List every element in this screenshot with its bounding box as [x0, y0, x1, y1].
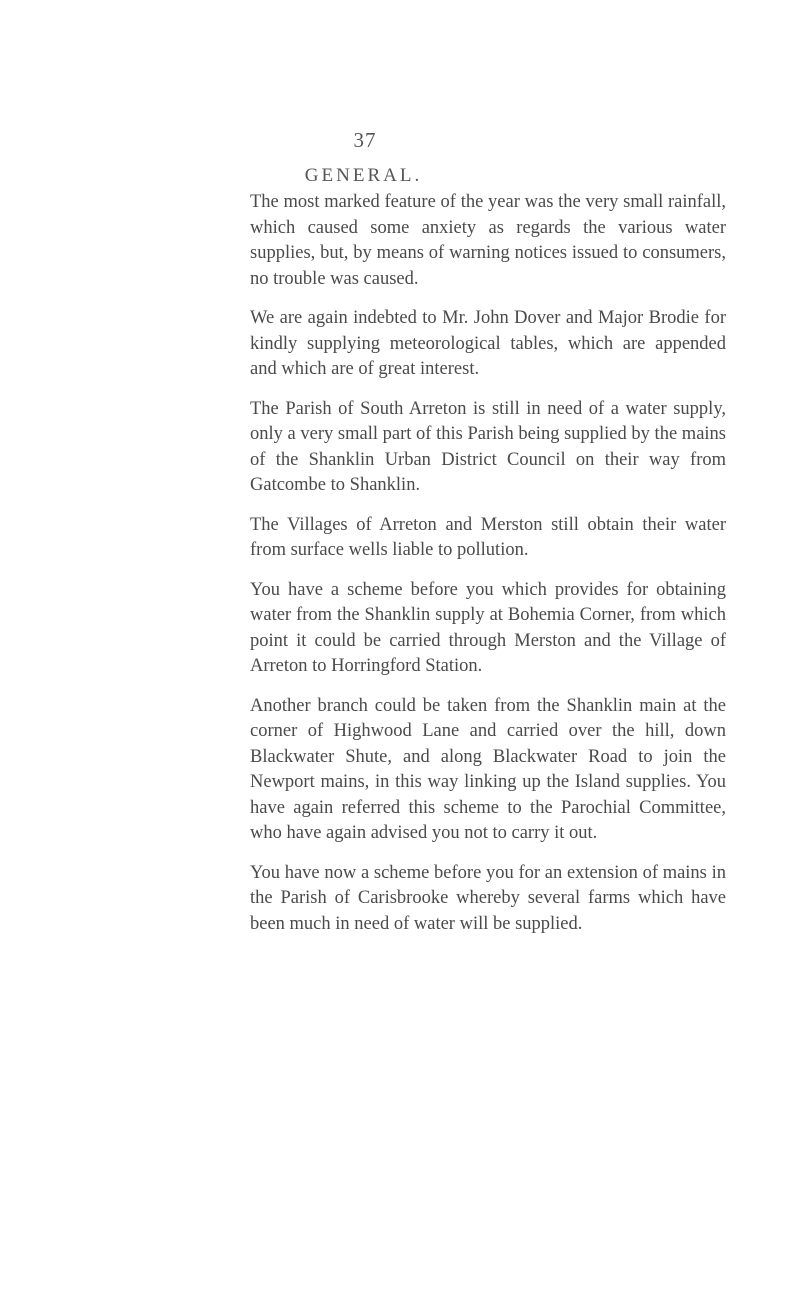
body-text: [250, 190, 726, 951]
paragraph-villages-wells: The Villages of Arreton and Merston still obtain their water from surface wells liable to pollution.: [250, 514, 726, 560]
paragraph-south-arreton: The Parish of South Arreton is still in need of a water supply, only a very small part of this Parish being supplied by the mains of the Shanklin Urban District Council on their way from Gatcombe to Shanklin.: [250, 398, 726, 495]
paragraph-bohemia-scheme: You have a scheme before you which provides for obtaining water from the Shanklin supply at Bohemia Corner, from which point it could be carried through Merston and the Village of Arreton to Horringford Station.: [250, 579, 726, 676]
section-heading: GENERAL.: [304, 165, 423, 186]
paragraph-meteorological-tables: We are again indebted to Mr. John Dover and Major Brodie for kindly supplying meteorological tables, which are appended and which are of great interest.: [250, 308, 726, 379]
paragraph-rainfall: The most marked feature of the year was the very small rainfall, which caused some anxiety as regards the various water supplies, but, by means of warning notices issued to consumers, no trouble was caused.: [250, 192, 726, 289]
paragraph-carisbrooke-scheme: You have now a scheme before you for an extension of mains in the Parish of Carisbrooke whereby several farms which have been much in need of water will be supplied.: [250, 862, 726, 934]
page-number: 37: [353, 128, 377, 152]
paragraph-highwood-branch: Another branch could be taken from the Shanklin main at the corner of Highwood Lane and carried over the hill, down Blackwater Shute, and along Blackwater Road to join the Newport mains, in this way linking up the Island supplies. You have again referred this scheme to the Parochial Committee, who have again advised you not to carry it out.: [250, 695, 726, 843]
